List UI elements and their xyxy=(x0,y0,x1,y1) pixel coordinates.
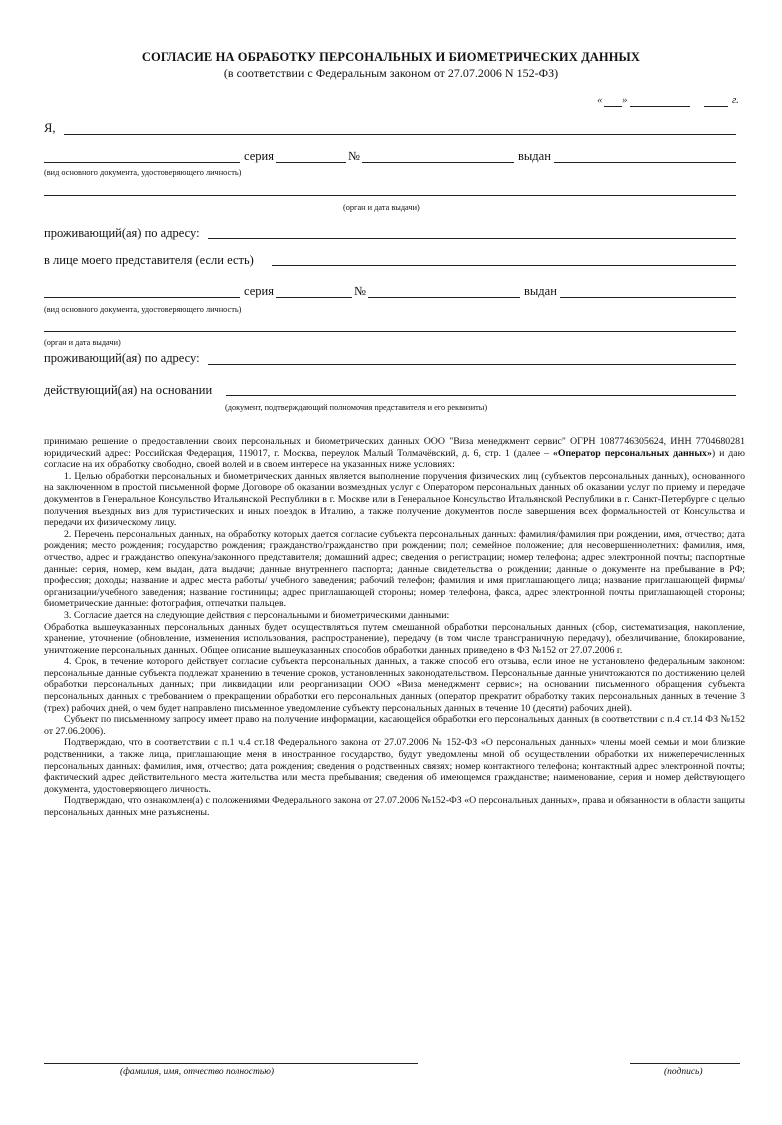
rep-issued-field[interactable] xyxy=(560,297,736,298)
rep-issuer-field[interactable] xyxy=(44,331,736,332)
rep-number-label: № xyxy=(354,284,366,298)
signature-hint: (подпись) xyxy=(664,1067,703,1077)
family-notice-paragraph: Подтверждаю, что в соответствии с п.1 ч.4 ст.18 Федерального закона от 27.07.2006 № 152-ФЗ «О персональных данных» члены моей семьи и мои близкие родственники, а также лица, приглашающие меня в иностранное государство, будут уведомлены мной об осуществлении обработки их нижеперечисленных персональных данных: фамилия, имя, отчество; дата рождения; сведения о родственных связях; номер контактного телефона; контактный адрес электронной почты; фактический адрес действительного места жительства или места пребывания; сведения об имеющемся гражданстве; наименование, серия и номер действующего документа, удостоверяющего личность. xyxy=(44,737,745,795)
clause-1: 1. Целью обработки персональных и биометрических данных является выполнение поручения физических лиц (субъектов персональных данных), основанного на заключенном в простой письменной форме Договоре об оказании возмездных услуг с Оператором персональных данных об оказании услуг по приему и передаче документов в Генеральное Консульство Итальянской Республики в г. Москве или в Генеральное Консульство Итальянской Республики в г. Санкт-Петербурге с целью получения въездных виз для туристических и иных поездок в Италию, а также получение документов после завершения всех формальностей от Консульства и передачи их физическому лицу. xyxy=(44,470,745,529)
date-quote-close: » xyxy=(622,94,628,106)
document-title: СОГЛАСИЕ НА ОБРАБОТКУ ПЕРСОНАЛЬНЫХ И БИОМЕТРИЧЕСКИХ ДАННЫХ xyxy=(141,50,641,64)
rep-issued-label: выдан xyxy=(524,284,557,298)
date-day-field[interactable] xyxy=(604,106,622,107)
i-label: Я, xyxy=(44,121,56,135)
rep-series-field[interactable] xyxy=(276,297,352,298)
rep-document-type-hint: (вид основного документа, удостоверяющего личность) xyxy=(44,305,242,314)
clause-2: 2. Перечень персональных данных, на обработку которых дается согласие субъекта персональных данных: фамилия/фамилия при рождении, имя, отчество; дата рождения; место рождения; государство рождения; гражданство/гражданство при рождении; пол; семейное положение; для несовершеннолетних: фамилия, имя, отчество, адрес и гражданство опекуна/законного представителя; домашний адрес; сведения о регистрации; номер телефона; адрес электронной почты; паспортные данные: серия, номер, кем выдан, дата выдачи; данные внутреннего паспорта; данные свидетельства о рождении; данные о документе на пребывание в РФ; профессия; доходы; название и адрес места работы/ учебного заведения; рабочий телефон; фамилия и имя приглашающего лица; название приглашающей фирмы/организации/учебного заведения; название гостиницы; адрес приглашающей стороны; номер телефона, факса, адрес электронной почты приглашающей стороны; биометрические данные: фотография, отпечатки пальцев. xyxy=(44,528,745,610)
number-label: № xyxy=(348,149,360,163)
address-field[interactable] xyxy=(208,238,736,239)
representative-label: в лице моего представителя (если есть) xyxy=(44,253,254,267)
operator-term: «Оператор персональных данных» xyxy=(552,447,712,459)
rep-series-label: серия xyxy=(244,284,274,298)
basis-hint: (документ, подтверждающий полномочия представителя и его реквизиты) xyxy=(225,403,488,412)
rep-document-type-field[interactable] xyxy=(44,297,240,298)
rep-number-field[interactable] xyxy=(368,297,520,298)
issuer-hint: (орган и дата выдачи) xyxy=(343,203,420,212)
year-suffix: г. xyxy=(732,94,739,106)
signatory-name-field[interactable] xyxy=(44,1063,418,1064)
acknowledgement-paragraph: Подтверждаю, что ознакомлен(а) с положениями Федерального закона от 27.07.2006 №152-ФЗ «О персональных данных», права и обязанности в области защиты персональных данных мне разъяснены. xyxy=(44,795,745,818)
clause-3: 3. Согласие дается на следующие действия с персональными и биометрическими данными: xyxy=(64,609,450,621)
rep-issuer-hint: (орган и дата выдачи) xyxy=(44,338,121,347)
document-type-hint: (вид основного документа, удостоверяющего личность) xyxy=(44,168,242,177)
issued-field[interactable] xyxy=(554,162,736,163)
signature-field[interactable] xyxy=(630,1063,740,1064)
rep-address-field[interactable] xyxy=(208,364,736,365)
address-label: проживающий(ая) по адресу: xyxy=(44,226,200,240)
signatory-name-hint: (фамилия, имя, отчество полностью) xyxy=(120,1067,275,1077)
date-month-field[interactable] xyxy=(630,106,690,107)
intro-text-end: ) и даю согласие на их обработку свободно, своей волей и в своем интересе на указанных ниже условиях: xyxy=(44,447,745,471)
subject-rights-paragraph: Субъект по письменному запросу имеет право на получение информации, касающейся обработки его персональных данных (в соответствии с п.4 ст.14 ФЗ №152 от 27.06.2006). xyxy=(44,714,745,737)
number-field[interactable] xyxy=(362,162,514,163)
basis-field[interactable] xyxy=(226,395,736,396)
intro-paragraph xyxy=(44,436,745,471)
issued-label: выдан xyxy=(518,149,551,163)
representative-field[interactable] xyxy=(272,265,736,266)
series-label: серия xyxy=(244,149,274,163)
document-subtitle: (в соответствии с Федеральным законом от 27.07.2006 N 152-ФЗ) xyxy=(223,66,559,80)
clause-4: 4. Срок, в течение которого действует согласие субъекта персональных данных, а также способ его отзыва, если иное не установлено федеральным законом: персональные данные субъекта подлежат хранению в течение сроков, установленных законодательством. Персональные данные уничтожаются по достижению целей обработки персональных данных; при ликвидации или реорганизации ООО «Виза менеджмент сервис»; на основании письменного обращения субъекта персональных данных с требованием о прекращении обработки его персональных данных (оператор прекратит обработку таких персональных данных в течение 3 (трех) рабочих дней, о чем будет направлено письменное уведомление субъекту персональных данных в течение 10 (десяти) рабочих дней). xyxy=(44,656,745,714)
date-quote-open: « xyxy=(597,94,603,106)
basis-label: действующий(ая) на основании xyxy=(44,383,213,397)
clause-3-details: Обработка вышеуказанных персональных данных будет осуществляться путем смешанной обработки персональных данных (сбор, систематизация, накопление, хранение, уточнение (обновление, изменения использования, распространение), передачу (в том числе трансграничную передачу), обезличивание, блокирование, уничтожение персональных данных. Общее описание вышеуказанных способов обработки данных приведено в ФЗ №152 от 27.07.2006 г. xyxy=(44,621,745,656)
issuer-field[interactable] xyxy=(44,195,736,196)
full-name-field[interactable] xyxy=(64,134,736,135)
document-type-field[interactable] xyxy=(44,162,240,163)
consent-body xyxy=(44,436,745,819)
date-year-field[interactable] xyxy=(704,106,728,107)
rep-address-label: проживающий(ая) по адресу: xyxy=(44,351,200,365)
intro-text: принимаю решение о предоставлении своих персональных и биометрических данных ООО "Виза менеджмент сервис" ОГРН 1087746305624, ИНН 7704680281 юридический адрес: Российская Федерация, 119017, г. Москва, переулок Малый Толмачёвский, д. 6, стр. 1 (далее – xyxy=(44,436,745,459)
series-field[interactable] xyxy=(276,162,346,163)
